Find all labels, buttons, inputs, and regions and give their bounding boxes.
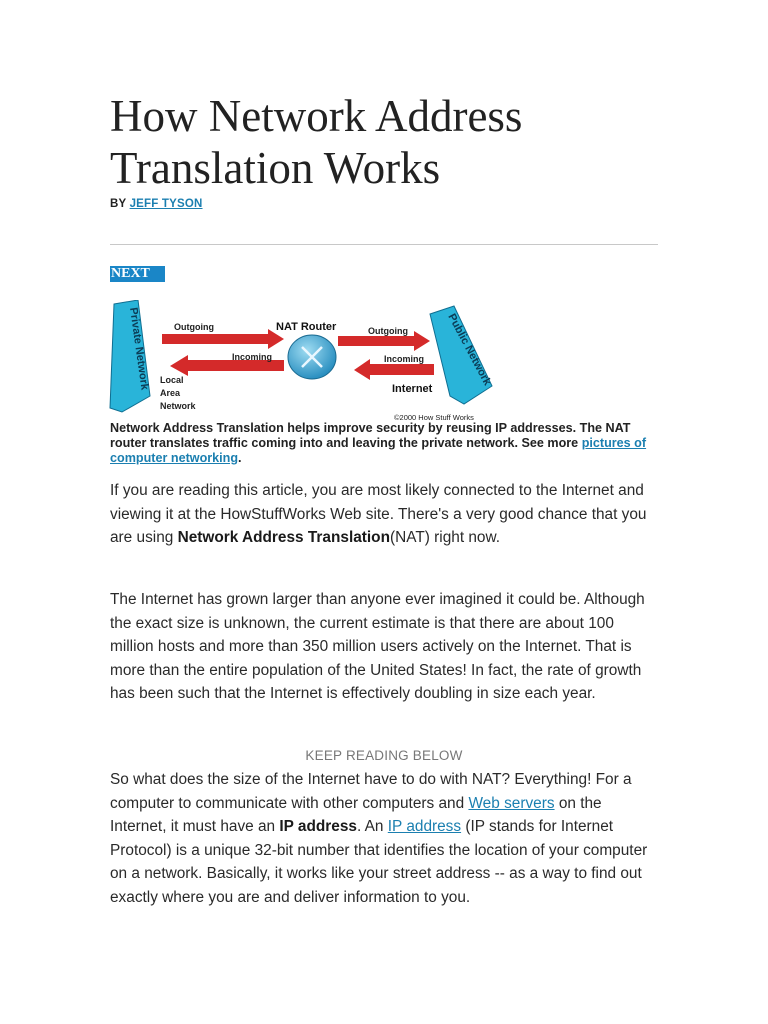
- outgoing-arrow-left: [162, 329, 284, 349]
- p3-text-d: (IP stands for Internet Protocol) is a unique 32-bit number that identifies the location of your computer on a network. Basically, it works like your street address -- as a way to find out exactly where you are and deliver information to you.: [110, 818, 648, 906]
- paragraph-1: [110, 479, 658, 550]
- incoming-label-right: Incoming: [384, 354, 424, 364]
- divider: [110, 244, 658, 245]
- lan-label-2: Area: [160, 388, 181, 398]
- copyright-label: ©2000 How Stuff Works: [394, 413, 474, 422]
- p1-text-a: If you are reading this article, you are most likely connected to the Internet and viewing it at the HowStuffWorks Web site. There's a very good chance that you are using: [110, 482, 647, 546]
- lan-label-3: Network: [160, 401, 196, 411]
- lan-label-1: Local: [160, 375, 184, 385]
- byline: [110, 198, 203, 210]
- outgoing-label-left: Outgoing: [174, 322, 214, 332]
- author-link[interactable]: JEFF TYSON: [129, 198, 203, 210]
- p3-text-c: . An: [356, 818, 388, 835]
- caption-end: .: [238, 451, 242, 465]
- internet-label: Internet: [392, 383, 433, 395]
- nat-router-label: NAT Router: [276, 321, 337, 333]
- next-button[interactable]: NEXT: [110, 266, 165, 282]
- title-line-2: Translation Works: [110, 143, 441, 193]
- p3-bold: IP address: [279, 818, 357, 835]
- paragraph-2: The Internet has grown larger than anyone ever imagined it could be. Although the exact size is unknown, the current estimate is that there are about 100 million hosts and more than 350 million users actively on the Internet. That is more than the entire population of the United States! In fact, the rate of growth has been such that the Internet is effectively doubling in size each year.: [110, 591, 645, 702]
- figure-caption: [110, 421, 655, 466]
- private-network-label: Private Network: [127, 306, 151, 391]
- p1-text-b: (NAT) right now.: [389, 529, 501, 546]
- nat-diagram: [108, 300, 500, 424]
- web-servers-link[interactable]: Web servers: [468, 794, 555, 812]
- caption-link[interactable]: pictures of computer networking: [110, 436, 647, 465]
- incoming-label-left: Incoming: [232, 352, 272, 362]
- p3-text-a: So what does the size of the Internet have to do with NAT? Everything! For a computer to communicate with other computers and: [110, 771, 632, 812]
- caption-text: Network Address Translation helps improve security by reusing IP addresses. The NAT router translates traffic coming into and leaving the private network. See more: [110, 421, 631, 450]
- paragraph-3: [110, 768, 658, 909]
- article-title: [110, 90, 670, 194]
- keep-reading-label: KEEP READING BELOW: [305, 748, 463, 763]
- p3-text-b: on the Internet, it must have an: [110, 794, 602, 835]
- p1-bold: Network Address Translation: [177, 529, 390, 546]
- ip-address-link[interactable]: IP address: [387, 818, 462, 835]
- public-network-label: Public Network: [445, 311, 494, 388]
- by-label: BY: [110, 198, 127, 210]
- title-line-1: How Network Address: [110, 91, 523, 141]
- outgoing-label-right: Outgoing: [368, 326, 408, 336]
